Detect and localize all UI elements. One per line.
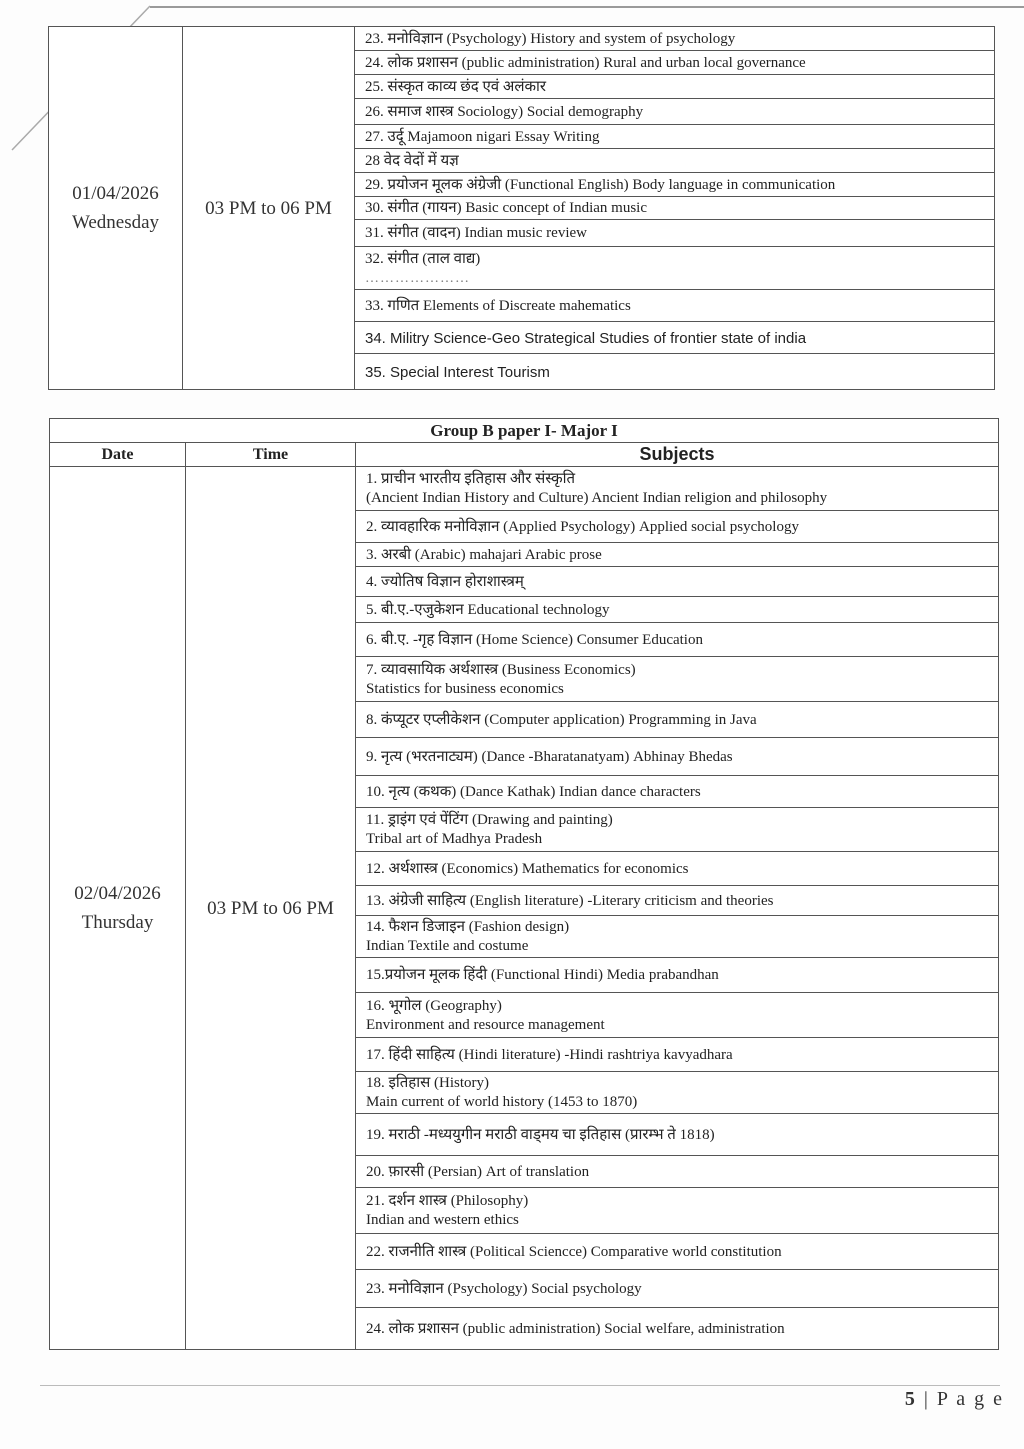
subject-cell <box>356 852 999 886</box>
subject-cell <box>355 173 995 197</box>
subject-title: 3. अरबी (Arabic) mahajari Arabic prose <box>366 546 602 563</box>
subject-title: 29. प्रयोजन मूलक अंग्रेजी (Functional English) Body language in communication <box>365 176 836 193</box>
subject-cell <box>355 322 995 354</box>
subject-cell <box>356 1270 999 1308</box>
subject-title: 6. बी.ए. -गृह विज्ञान (Home Science) Consumer Education <box>366 631 703 648</box>
subject-row <box>50 467 999 511</box>
subject-cell <box>356 623 999 657</box>
time-cell <box>186 467 356 1350</box>
subject-paper: Tribal art of Madhya Pradesh <box>366 831 543 847</box>
subject-title: 27. उर्दू Majamoon nigari Essay Writing <box>365 128 600 145</box>
subject-title: 19. मराठी -मध्ययुगीन मराठी वाड्मय चा इतिहास (प्रारम्भ ते 1818) <box>366 1126 715 1143</box>
page-word: | P a g e <box>923 1388 1004 1410</box>
subject-cell <box>356 1188 999 1234</box>
subject-title: 15.प्रयोजन मूलक हिंदी (Functional Hindi) Media prabandhan <box>366 967 719 983</box>
page-number-label <box>905 1388 1004 1411</box>
exam-time: 03 PM to 06 PM <box>207 897 334 919</box>
subject-cell <box>355 354 995 390</box>
subject-title: 13. अंग्रेजी साहित्य (English literature) -Literary criticism and theories <box>366 892 774 909</box>
subject-title: 17. हिंदी साहित्य (Hindi literature) -Hindi rashtriya kavyadhara <box>366 1046 733 1063</box>
subject-title: 31. संगीत (वादन) Indian music review <box>365 225 587 241</box>
subject-title: 24. लोक प्रशासन (public administration) Social welfare, administration <box>366 1320 785 1337</box>
subject-cell <box>355 149 995 173</box>
exam-date: 01/04/2026 <box>72 183 159 204</box>
group-title: Group B paper I- Major I <box>50 419 999 443</box>
subject-cell <box>356 467 999 511</box>
date-cell <box>49 27 183 390</box>
subject-title: 35. Special Interest Tourism <box>365 363 550 381</box>
subject-title: 12. अर्थशास्त्र (Economics) Mathematics for economics <box>366 860 689 877</box>
subject-paper: Statistics for business economics <box>366 680 564 697</box>
page-number: 5 <box>904 1388 917 1410</box>
subject-cell <box>355 290 995 322</box>
subject-title: 18. इतिहास (History) <box>366 1075 490 1091</box>
subject-cell <box>356 1156 999 1188</box>
subject-cell <box>355 247 995 290</box>
subject-cell <box>355 75 995 99</box>
header-subjects: Subjects <box>356 443 999 467</box>
subject-title: 30. संगीत (गायन) Basic concept of Indian music <box>365 200 647 216</box>
subject-paper: (Ancient Indian History and Culture) Ancient Indian religion and philosophy <box>366 490 828 506</box>
subject-paper: Indian and western ethics <box>366 1212 519 1228</box>
subject-cell <box>356 808 999 852</box>
subject-cell <box>356 776 999 808</box>
exam-day: Wednesday <box>71 212 160 233</box>
subject-cell <box>356 1072 999 1114</box>
subject-cell <box>355 27 995 51</box>
subject-paper: ………………… <box>365 270 470 286</box>
subject-title: 16. भूगोल (Geography) <box>366 997 502 1014</box>
schedule-table-group-b <box>49 418 999 1350</box>
subject-paper: Main current of world history (1453 to 1870) <box>366 1094 638 1110</box>
subject-title: 24. लोक प्रशासन (public administration) Rural and urban local governance <box>365 54 806 71</box>
subject-title: 28 वेद वेदों में यज्ञ <box>365 152 459 169</box>
footer-divider <box>40 1385 1000 1386</box>
subject-title: 1. प्राचीन भारतीय इतिहास और संस्कृति <box>366 471 576 487</box>
subject-title: 10. नृत्य (कथक) (Dance Kathak) Indian dance characters <box>366 783 701 800</box>
subject-paper: Indian Textile and costume <box>366 938 529 954</box>
subject-title: 25. संस्कृत काव्य छंद एवं अलंकार <box>365 78 547 95</box>
exam-time: 03 PM to 06 PM <box>205 197 332 219</box>
subject-title: 20. फ़ारसी (Persian) Art of translation <box>366 1163 590 1180</box>
subject-cell <box>356 597 999 623</box>
subject-cell <box>356 993 999 1038</box>
exam-date: 02/04/2026 <box>74 883 161 904</box>
exam-day: Thursday <box>81 912 154 933</box>
schedule-table-wednesday <box>48 26 995 390</box>
subject-title: 26. समाज शास्त्र Sociology) Social demography <box>365 103 644 120</box>
subject-title: 34. Militry Science-Geo Strategical Studies of frontier state of india <box>365 329 807 347</box>
subject-title: 4. ज्योतिष विज्ञान होराशास्त्रम् <box>366 573 524 590</box>
subject-cell <box>355 51 995 75</box>
subject-title: 33. गणित Elements of Discreate mahematics <box>365 297 631 314</box>
subject-cell <box>356 543 999 567</box>
subject-cell <box>355 220 995 247</box>
date-cell <box>50 467 186 1350</box>
top-border-line <box>150 6 1024 8</box>
subject-paper: Environment and resource management <box>366 1016 605 1033</box>
subject-cell <box>356 511 999 543</box>
subject-title: 22. राजनीति शास्त्र (Political Sciencce) Comparative world constitution <box>366 1243 782 1260</box>
subject-cell <box>356 1308 999 1350</box>
subject-cell <box>356 1114 999 1156</box>
subject-cell <box>356 1234 999 1270</box>
subject-title: 7. व्यावसायिक अर्थशास्त्र (Business Economics) <box>366 661 636 678</box>
subject-title: 14. फैशन डिजाइन (Fashion design) <box>366 919 570 935</box>
subject-title: 11. ड्राइंग एवं पेंटिंग (Drawing and painting) <box>366 812 613 828</box>
subject-cell <box>356 738 999 776</box>
subject-cell <box>356 1038 999 1072</box>
subject-title: 23. मनोविज्ञान (Psychology) Social psychology <box>366 1280 642 1297</box>
subject-cell <box>355 125 995 149</box>
time-cell <box>183 27 355 390</box>
subject-title: 8. कंप्यूटर एप्लीकेशन (Computer application) Programming in Java <box>366 711 757 728</box>
subject-cell <box>356 702 999 738</box>
subject-cell <box>355 197 995 220</box>
header-date: Date <box>50 443 186 467</box>
subject-cell <box>356 958 999 993</box>
subject-title: 2. व्यावहारिक मनोविज्ञान (Applied Psychology) Applied social psychology <box>366 518 799 535</box>
subject-title: 5. बी.ए.-एजुकेशन Educational technology <box>366 601 610 618</box>
subject-cell <box>356 657 999 702</box>
subject-row <box>49 27 995 51</box>
subject-cell <box>355 99 995 125</box>
header-time: Time <box>186 443 356 467</box>
subject-cell <box>356 916 999 958</box>
subject-cell <box>356 886 999 916</box>
subject-title: 9. नृत्य (भरतनाट्यम) (Dance -Bharatanatyam) Abhinay Bhedas <box>366 748 733 765</box>
subject-title: 21. दर्शन शास्त्र (Philosophy) <box>366 1193 529 1209</box>
subject-cell <box>356 567 999 597</box>
subject-title: 23. मनोविज्ञान (Psychology) History and system of psychology <box>365 30 736 47</box>
subject-title: 32. संगीत (ताल वाद्य) <box>365 250 481 267</box>
